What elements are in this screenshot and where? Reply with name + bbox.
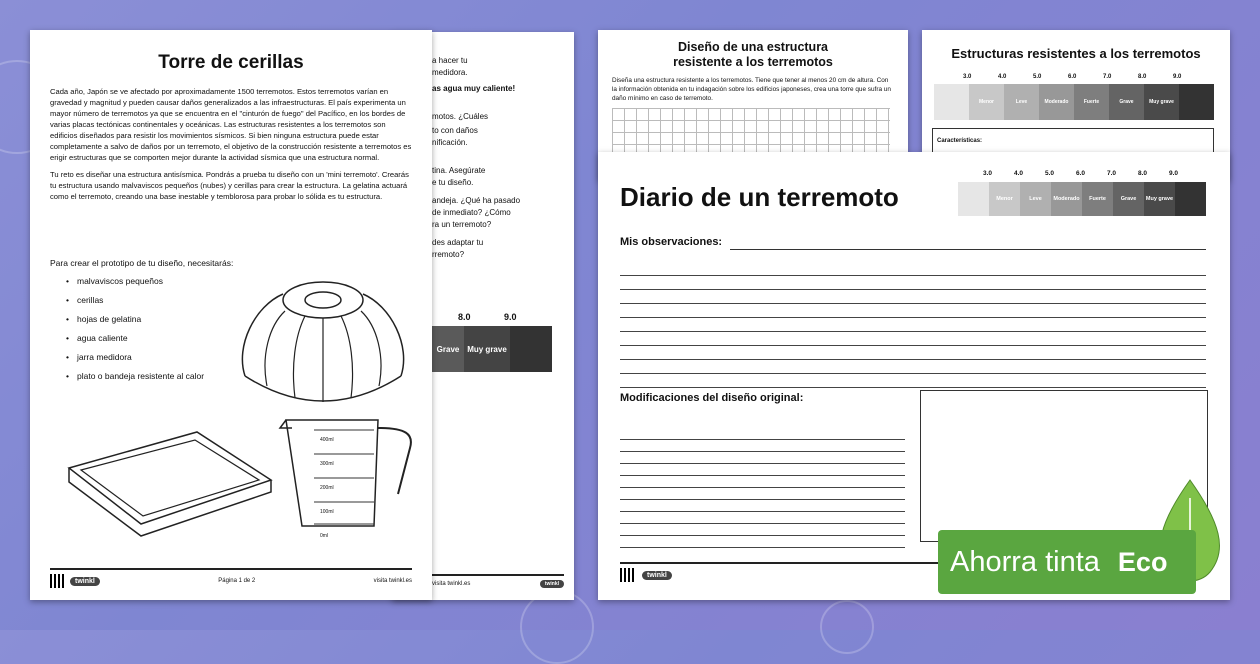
footer-site: visita twinkl.es <box>373 578 412 584</box>
writing-line[interactable] <box>620 374 1206 388</box>
modifications-label: Modificaciones del diseño original: <box>620 392 804 404</box>
observation-line[interactable] <box>730 249 1206 250</box>
materials-list <box>66 276 204 390</box>
scale-tick: 5.0 <box>1045 170 1055 177</box>
scale-tick: 8.0 <box>1138 170 1148 177</box>
page-footer <box>432 574 564 588</box>
scale-cell: Muy grave <box>464 326 510 372</box>
instruction-fragment: to con daños <box>432 126 478 135</box>
writing-line[interactable] <box>620 488 905 500</box>
scale-cell: Menor <box>969 84 1004 120</box>
scale-tick: 6.0 <box>1076 170 1086 177</box>
scale-cell: Muy grave <box>1144 182 1175 216</box>
scale-cell: Muy grave <box>1144 84 1179 120</box>
magnitude-scale <box>958 182 1206 216</box>
measuring-jug-illustration <box>278 414 418 534</box>
writing-line[interactable] <box>620 452 905 464</box>
scale-tick: 9.0 <box>1169 170 1179 177</box>
writing-line[interactable] <box>620 512 905 524</box>
jug-mark: 200ml <box>320 485 334 491</box>
badge-text: Ahorra tinta <box>950 545 1100 578</box>
scale-tick: 7.0 <box>1103 74 1112 80</box>
material-item: • hojas de gelatina <box>66 314 204 324</box>
instruction-fragment: e tu diseño. <box>432 178 474 187</box>
scale-cell: Moderado <box>1051 182 1082 216</box>
magnitude-scale <box>432 326 552 372</box>
scale-cell: Grave <box>1113 182 1144 216</box>
qr-code <box>50 574 64 588</box>
writing-line[interactable] <box>620 428 905 440</box>
observations-label: Mis observaciones: <box>620 236 723 248</box>
writing-line[interactable] <box>620 262 1206 276</box>
magnitude-scale <box>934 84 1214 120</box>
writing-line[interactable] <box>620 290 1206 304</box>
material-item: • malvaviscos pequeños <box>66 276 204 286</box>
material-item: • cerillas <box>66 295 204 305</box>
instruction-fragment: de inmediato? ¿Cómo <box>432 208 511 217</box>
scale-tick: 9.0 <box>504 312 517 322</box>
observation-lines <box>620 262 1206 388</box>
scale-cell: Leve <box>1020 182 1051 216</box>
qr-code <box>620 568 634 582</box>
scale-tick: 8.0 <box>458 312 471 322</box>
twinkl-logo: twinkl <box>540 580 564 588</box>
instruction-fragment: nificación. <box>432 138 468 147</box>
material-item: • plato o bandeja resistente al calor <box>66 371 204 381</box>
scale-tick: 4.0 <box>1014 170 1024 177</box>
instruction-fragment: ra un terremoto? <box>432 220 492 229</box>
instruction-fragment: medidora. <box>432 68 468 77</box>
writing-line[interactable] <box>620 440 905 452</box>
instruction-fragment: rremoto? <box>432 250 465 259</box>
design-instructions: Diseña una estructura resistente a los terremotos. Tiene que tener al menos 20 cm de altura. Con la información obtenida en tu indagación sobre los edificios japoneses, crea una torre que sufra un daño mínimo en caso de terremoto. <box>612 77 891 102</box>
tray-illustration <box>65 428 275 538</box>
jug-scale <box>320 428 334 548</box>
eco-badge <box>938 530 1196 594</box>
challenge-paragraph: Tu reto es diseñar una estructura antisísmica. Pondrás a prueba tu diseño con un 'mini terremoto'. Crearás tu estructura usando malvaviscos pequeños (nubes) y cerillas para crear la estructura. La gelatina actuará como el terremoto, creando una base inestable y temblorosa para probar lo sólida es tu estructura. <box>50 170 409 201</box>
footer-site: visita twinkl.es <box>432 581 471 587</box>
scale-cell <box>1179 84 1214 120</box>
modification-lines <box>620 428 905 548</box>
page-title: Estructuras resistentes a los terremotos <box>951 46 1201 61</box>
jug-mark: 100ml <box>320 509 334 515</box>
writing-line[interactable] <box>620 304 1206 318</box>
writing-line[interactable] <box>620 536 905 548</box>
twinkl-logo: twinkl <box>642 571 672 580</box>
writing-line[interactable] <box>620 318 1206 332</box>
scale-tick: 4.0 <box>998 74 1007 80</box>
intro-paragraph: Cada año, Japón se ve afectado por aproximadamente 1500 terremotos. Estos terremotos varían en gravedad y magnitud y pueden causar daños generalizados a las infraestructuras. El país experimenta un mayor número de terremotos ya que se encuentra en el "cinturón de fuego" del Pacífico, en los bordes de varias placas tectónicas continentales y oceánicas. Las estructuras resistentes a los terremotos son edificios diseñados para resistir los movimientos sísmicos. Si bien ninguna estructura puede estar completamente a salvo de daños por un terremoto, el objetivo de la construcción resistente a terremotos es erigir estructuras que se comporten mejor durante la actividad sísmica que una estructura normal. <box>50 87 412 162</box>
jug-mark: 0ml <box>320 533 329 539</box>
background-doodle <box>820 600 874 654</box>
writing-line[interactable] <box>620 276 1206 290</box>
scale-cell: Menor <box>989 182 1020 216</box>
scale-cell: Grave <box>432 326 464 372</box>
scale-cell: Moderado <box>1039 84 1074 120</box>
scale-tick: 9.0 <box>1173 74 1182 80</box>
jelly-mould-illustration <box>225 266 420 416</box>
writing-line[interactable] <box>620 524 905 536</box>
scale-tick: 3.0 <box>963 74 972 80</box>
page-title: Diseño de una estructura resistente a los terremotos <box>673 40 833 69</box>
scale-cell <box>510 326 552 372</box>
background-doodle <box>520 590 594 664</box>
jug-mark: 300ml <box>320 461 334 467</box>
material-item: • jarra medidora <box>66 352 204 362</box>
writing-line[interactable] <box>620 332 1206 346</box>
writing-line[interactable] <box>620 476 905 488</box>
instruction-fragment: a hacer tu <box>432 56 468 65</box>
scale-cell: Fuerte <box>1082 182 1113 216</box>
instruction-fragment: as agua muy caliente! <box>432 84 516 93</box>
writing-line[interactable] <box>620 360 1206 374</box>
twinkl-logo: twinkl <box>70 577 100 586</box>
scale-tick: 6.0 <box>1068 74 1077 80</box>
scale-tick: 7.0 <box>1107 170 1117 177</box>
materials-intro: Para crear el prototipo de tu diseño, necesitarás: <box>50 258 234 268</box>
instruction-fragment: motos. ¿Cuáles <box>432 112 489 121</box>
writing-line[interactable] <box>620 464 905 476</box>
instruction-fragment: tina. Asegúrate <box>432 166 486 175</box>
footer-page-number: Página 1 de 2 <box>218 578 256 584</box>
instruction-fragment: des adaptar tu <box>432 238 484 247</box>
material-item: • agua caliente <box>66 333 204 343</box>
scale-cell: Fuerte <box>1074 84 1109 120</box>
jug-mark: 400ml <box>320 437 334 443</box>
scale-cell: Leve <box>1004 84 1039 120</box>
scale-tick: 3.0 <box>983 170 993 177</box>
scale-cell <box>958 182 989 216</box>
page-footer <box>50 568 412 588</box>
scale-tick: 8.0 <box>1138 74 1147 80</box>
instruction-fragment: andeja. ¿Qué ha pasado <box>432 196 521 205</box>
page-title: Torre de cerillas <box>158 52 304 73</box>
scale-cell <box>934 84 969 120</box>
scale-cell <box>1175 182 1206 216</box>
badge-eco-label: Eco <box>1117 546 1168 577</box>
page-title: Diario de un terremoto <box>620 182 899 212</box>
box-label: Características: <box>937 138 983 144</box>
worksheet-page-torre <box>30 30 432 600</box>
scale-tick: 5.0 <box>1033 74 1042 80</box>
writing-line[interactable] <box>620 346 1206 360</box>
writing-line[interactable] <box>620 500 905 512</box>
scale-cell: Grave <box>1109 84 1144 120</box>
